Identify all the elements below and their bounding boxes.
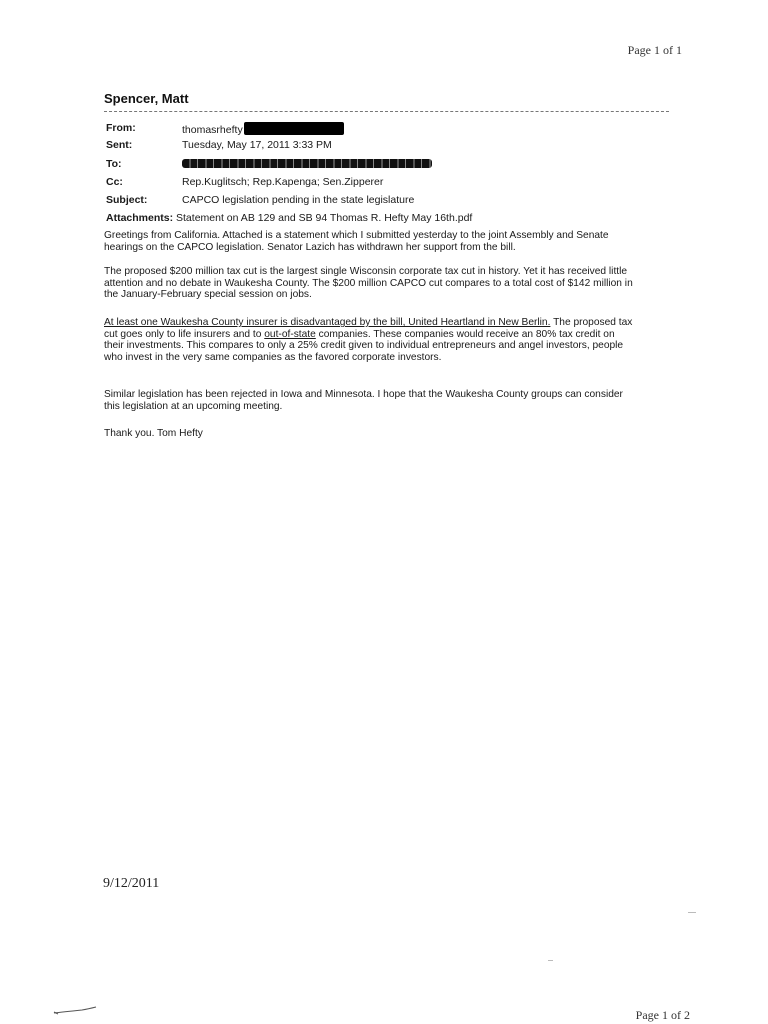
page-number-bottom: Page 1 of 2 [635,1008,690,1022]
subject-value: CAPCO legislation pending in the state legislature [182,194,415,206]
subject-label: Subject: [106,194,148,206]
sent-label: Sent: [106,139,133,151]
to-label: To: [106,158,122,170]
body-paragraph-4: Similar legislation has been rejected in Iowa and Minnesota. I hope that the Waukesha County groups can consider this legislation at an upcoming meeting. [104,389,623,412]
sent-value: Tuesday, May 17, 2011 3:33 PM [182,139,332,151]
redaction-mark [244,122,344,135]
underlined-phrase: out-of-state [264,328,316,340]
page-number-top: Page 1 of 1 [627,43,682,57]
body-paragraph-1: Greetings from California. Attached is a statement which I submitted yesterday to the joint Assembly and Senate hearings on the CAPCO legislation. Senator Lazich has withdrawn her support from the bill. [104,230,609,253]
from-value [182,122,344,137]
attachments-row [106,212,472,224]
header-divider [104,111,669,112]
cc-value: Rep.Kuglitsch; Rep.Kapenga; Sen.Zipperer [182,176,384,188]
paragraph-3-text-a: The proposed tax cut goes only to life insurers and to [104,317,633,340]
body-paragraph-3 [104,317,634,363]
attachment-file[interactable]: Statement on AB 129 and SB 94 Thomas R. Hefty May 16th.pdf [176,212,473,224]
sender-name: Spencer, Matt [104,91,189,106]
cc-label: Cc: [106,176,123,188]
print-date: 9/12/2011 [103,876,160,891]
signoff: Thank you. Tom Hefty [104,428,203,439]
attachments-label: Attachments: [106,212,174,224]
paragraph-3-text-b: companies. These companies would receive an 80% tax credit on their investments. This compares to only a 25% credit given to individual entrepreneurs and angel investors, people who invest in the very same companies as the favored corporate investors. [104,328,624,363]
pen-mark [52,1004,98,1018]
from-address: thomasrhefty [182,124,243,136]
to-value [182,158,432,171]
scan-speck [688,912,696,913]
redaction-mark [182,159,432,168]
body-paragraph-2: The proposed $200 million tax cut is the largest single Wisconsin corporate tax cut in history. Yet it has received little attention and no debate in Waukesha County. The $200 million CAPCO cut compares to a total cost of $142 million in the January-February special session on jobs. [104,266,633,301]
underlined-sentence: At least one Waukesha County insurer is disadvantaged by the bill, United Heartland in New Berlin. [104,317,551,328]
scan-speck [548,960,553,961]
from-label: From: [106,122,136,134]
